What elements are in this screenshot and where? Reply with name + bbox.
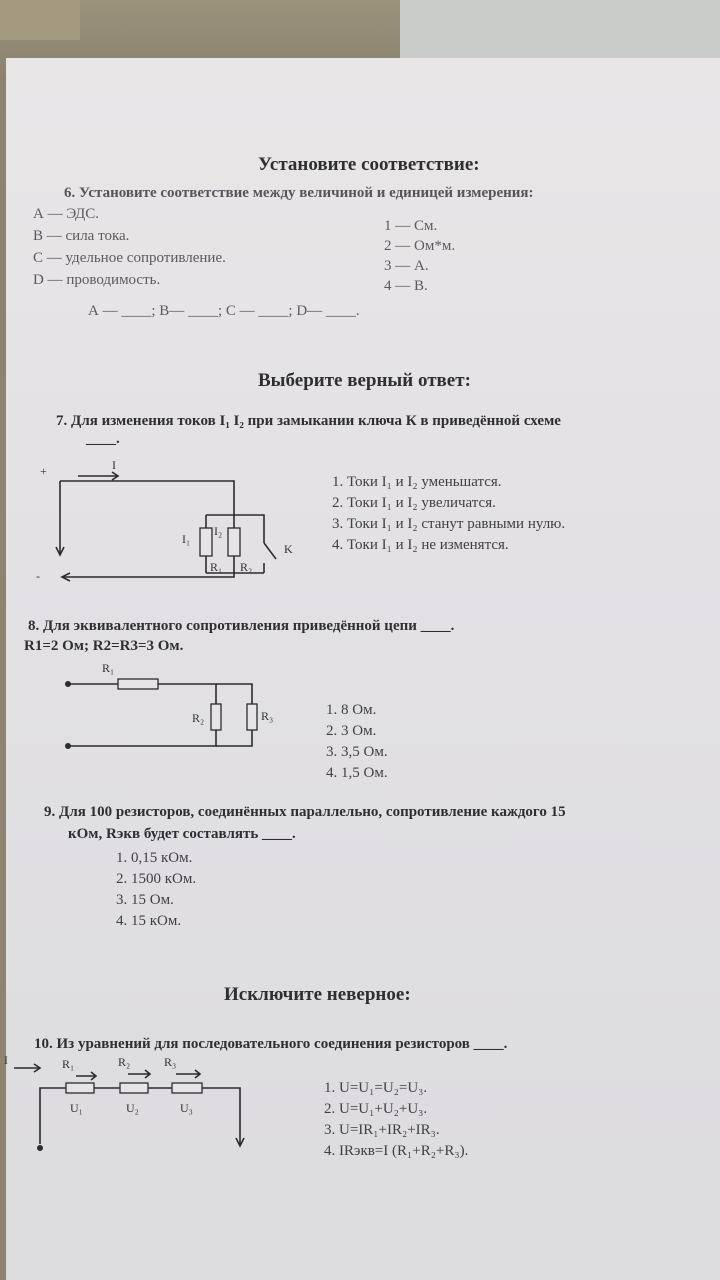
label-r3: R₃ xyxy=(164,1055,177,1069)
resistor-r1 xyxy=(66,1083,94,1093)
question-7-circuit-diagram xyxy=(34,453,324,588)
wire-right xyxy=(202,1088,240,1144)
question-8-options xyxy=(326,700,388,784)
question-10-circuit-diagram xyxy=(0,1052,260,1162)
answer-option[interactable]: 3. 3,5 Ом. xyxy=(326,744,388,760)
question-7-title: 7. Для изменения токов I₁ I₂ при замыкании ключа К в приведённой схеме xyxy=(56,413,561,429)
switch-k-label: K xyxy=(284,542,293,556)
question-10-options xyxy=(324,1078,468,1162)
q6-left-item: В — сила тока. xyxy=(33,228,130,244)
question-6-right-list xyxy=(384,216,455,296)
answer-option[interactable]: 3. U=IR₁+IR₂+IR₃. xyxy=(324,1122,440,1138)
answer-option[interactable]: 4. 1,5 Ом. xyxy=(326,765,388,781)
question-9-title: 9. Для 100 резисторов, соединённых параллельно, сопротивление каждого 15 xyxy=(44,804,566,820)
label-r1: R₁ xyxy=(102,661,115,675)
section-heading-choose: Выберите верный ответ: xyxy=(258,370,471,391)
terminal-bottom xyxy=(37,1145,43,1151)
answer-option[interactable]: 2. Токи I₁ и I₂ увеличатся. xyxy=(332,495,496,511)
label-u3: U₃ xyxy=(180,1101,193,1115)
current-i-label: I xyxy=(112,458,116,472)
q6-left-item: С — удельное сопротивление. xyxy=(33,250,226,266)
resistor-r3 xyxy=(172,1083,202,1093)
answer-option[interactable]: 3. 15 Ом. xyxy=(116,892,174,908)
resistor-r1 xyxy=(200,528,212,556)
answer-option[interactable]: 1. 8 Ом. xyxy=(326,702,377,718)
label-u2: U₂ xyxy=(126,1101,139,1115)
wire-left xyxy=(40,1088,66,1144)
resistor-r3 xyxy=(247,704,257,730)
switch-k xyxy=(264,543,276,559)
answer-option[interactable]: 3. Токи I₁ и I₂ станут равными нулю. xyxy=(332,516,566,532)
question-8-title: 8. Для эквивалентного сопротивления приведённой цепи ____. xyxy=(28,618,455,634)
q6-left-item: А — ЭДС. xyxy=(33,206,99,222)
q6-right-item: 2 — Ом*м. xyxy=(384,238,456,254)
q6-left-item: D — проводимость. xyxy=(33,272,161,288)
current-i-label: I xyxy=(4,1053,8,1067)
question-9-title-line-2: кОм, Rэкв будет составлять ____. xyxy=(68,826,296,842)
answer-option[interactable]: 1. Токи I₁ и I₂ уменьшатся. xyxy=(332,474,502,490)
answer-option[interactable]: 4. Токи I₁ и I₂ не изменятся. xyxy=(332,537,509,553)
label-r2: R₂ xyxy=(240,560,253,574)
answer-option[interactable]: 4. IRэкв=I (R₁+R₂+R₃). xyxy=(324,1143,469,1159)
wire-top xyxy=(60,481,234,515)
answer-option[interactable]: 2. U=U₁+U₂+U₃. xyxy=(324,1101,428,1117)
label-i2: I₂ xyxy=(214,524,223,538)
resistor-r1 xyxy=(118,679,158,689)
question-6-left-list xyxy=(33,203,226,291)
question-7-blank[interactable]: ____. xyxy=(86,431,120,447)
q6-right-item: 4 — В. xyxy=(384,278,428,294)
background-paper xyxy=(400,0,720,58)
answer-option[interactable]: 4. 15 кОм. xyxy=(116,913,182,929)
answer-option[interactable]: 2. 3 Ом. xyxy=(326,723,377,739)
question-9-options xyxy=(116,848,196,932)
label-r3: R₃ xyxy=(261,709,274,723)
question-7-options xyxy=(332,472,565,556)
question-8-circuit-diagram xyxy=(56,658,296,758)
question-6-title: 6. Установите соответствие между величиной и единицей измерения: xyxy=(64,185,534,201)
section-heading-exclude: Исключите неверное: xyxy=(224,984,411,1005)
answer-option[interactable]: 2. 1500 кОм. xyxy=(116,871,197,887)
resistor-r2 xyxy=(211,704,221,730)
q6-right-item: 1 — См. xyxy=(384,218,438,234)
label-r1: R₁ xyxy=(210,560,223,574)
label-u1: U₁ xyxy=(70,1101,83,1115)
question-10-title: 10. Из уравнений для последовательного соединения резисторов ____. xyxy=(34,1036,508,1052)
resistor-r2 xyxy=(120,1083,148,1093)
resistor-r2 xyxy=(228,528,240,556)
label-i1: I₁ xyxy=(182,532,191,546)
question-8-given: R1=2 Ом; R2=R3=3 Ом. xyxy=(24,638,184,654)
question-6-answer-line[interactable]: А — ____; В— ____; С — ____; D— ____. xyxy=(88,303,360,319)
answer-option[interactable]: 1. 0,15 кОм. xyxy=(116,850,193,866)
label-r2: R₂ xyxy=(118,1055,131,1069)
q6-right-item: 3 — А. xyxy=(384,258,429,274)
desk-object xyxy=(0,0,80,40)
plus-terminal-label: + xyxy=(40,464,47,478)
label-r1: R₁ xyxy=(62,1057,75,1071)
section-heading-match: Установите соответствие: xyxy=(258,154,480,175)
worksheet-page xyxy=(6,58,720,1280)
label-r2: R₂ xyxy=(192,711,205,725)
minus-terminal-label: - xyxy=(36,569,40,583)
answer-option[interactable]: 1. U=U₁=U₂=U₃. xyxy=(324,1080,428,1096)
